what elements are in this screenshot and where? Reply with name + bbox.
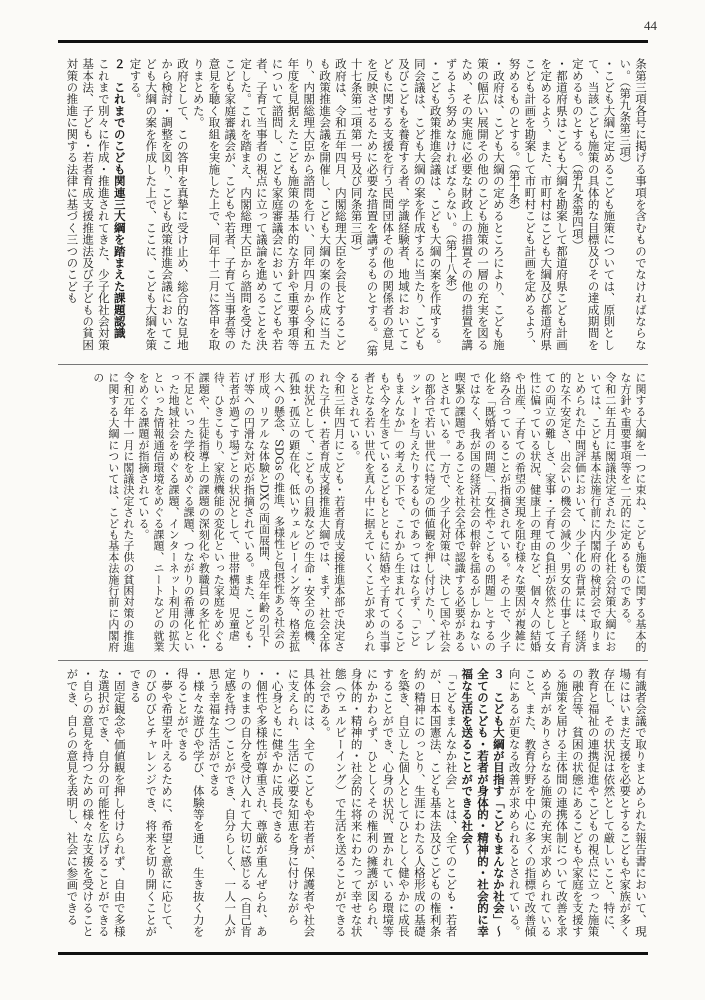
text-band-2 <box>58 372 648 654</box>
paragraph: これまで別々に作成・推進されてきた、少子化社会対策基本法、子ども・若者育成支援推進法及び子どもの貧困対策の推進に関する法律に基づく三つのこども <box>65 58 111 351</box>
paragraph: 令和二年五月に閣議決定された少子化社会対策大綱においては、こども基本法施行前に内閣府の検討会で取りまとめられた中間評価において、少子化の背景には、経済的な不安定さ、出会いの機会の減少、男女の仕事と子育ての両立の難しさ、家事・子育ての負担が依然として女性に偏っている状況、健康上の理由など、個々人の結婚や出産、子育ての希望の実現を阻む様々な要因が複雑に絡み合っていることが指摘されている。その上で、少子化を「既婚者の問題」、「女性やこどもの問題」とするのではなく、我が国の経済社会の根幹を揺るがしかねない喫緊の課題であることを社会全体で認識する必要があるとされている。一方で、少子化対策は、決して国や社会の都合で若い世代に特定の価値観を押し付けたり、プレッシャーを与えたりするものであってはならず、「こどもまんなか」の考えの下で、これから生まれてくるこどもや今を生きているこどもとともに結婚や子育ての当事者となる若い世代を真ん中に据えていくことが求められるとされている。 <box>347 372 617 653</box>
column-separator <box>58 364 648 365</box>
text-band-3 <box>58 668 648 948</box>
paragraph: 有識者会議で取りまとめられた報告書において、現場にはいまだ支援を必要とするこどもや家族が多く存在し、その状況は依然として厳しいこと、特に、教育と福祉の連携促進やこどもの視点に立った施策の融合等、貧困の状態にあるこどもや家庭を支援する施策を届ける主体間の連携体制について改善を求める声がありさらなる施策の充実が求められていること、また、教育分野を中心に多くの指標で改善傾向にあるが更なる改善が求められるとされている。 <box>507 668 648 938</box>
bullet-item: ・こども大綱に定めるこども施策については、原則として、当該こども施策の具体的な目標及びその達成期間を定めるものとする。（第九条第四項） <box>570 58 617 351</box>
paragraph: 政府として、この答申を真摯に受け止め、総合的な見地から検討・調整を図り、こども政策推進会議においてこども大綱の案を作成した上で、ここに、こども大綱を策定する。 <box>128 58 190 351</box>
paragraph: 政府は、令和五年四月、内閣総理大臣を会長とするこども政策推進会議を開催し、こども大綱の案の作成に当たり、内閣総理大臣から諮問を行い、同年四月から令和五年度を見据えたこども施策の基本的な方針や重要事項等について諮問し、こども家庭審議会においてこどもや若者、子育て当事者の視点に立って議論を進めることを決定した。これを踏まえ、内閣総理大臣から諮問を受けたこども家庭審議会が、こどもや若者、子育て当事者等の意見を聴く取組を実施した上で、同年十二月に答申を取りまとめた。 <box>191 58 348 351</box>
page-number: 44 <box>644 18 657 33</box>
column-separator <box>58 660 648 661</box>
section-heading: ２ これまでのこども関連三大綱を踏まえた課題認識 <box>112 58 127 339</box>
text-band-1 <box>58 58 648 358</box>
bullet-item: ・政府は、こども大綱の定めるところにより、こども施策の幅広い展開その他のこども施策の一層の充実を図るため、その実施に必要な財政上の措置その他の措置を講ずるよう努めなければならない。（第十八条） <box>444 58 506 351</box>
paragraph: に関する大綱を一つに束ね、こども施策に関する基本的な方針や重要事項等を一元的に定めるものである。 <box>618 372 647 652</box>
bullet-item: ・個性や多様性が尊重され、尊厳が重んぜられ、ありのままの自分を受け入れて大切に感じる（自己肯定感を持つ）ことができ、自分らしく、一人一人が思う幸福な生活ができる <box>207 668 269 938</box>
paragraph: 令和元年十一月に閣議決定された子供の貧困対策の推進に関する大綱については、こども基本法施行前に内閣府の <box>91 372 135 652</box>
bottom-rule <box>58 952 648 955</box>
paragraph: 条第三項各号に掲げる事項を含むものでなければならない。（第九条第三項） <box>618 58 648 351</box>
top-rule <box>58 40 648 43</box>
bullet-item: ・心身ともに健やかに成長できる <box>270 668 285 844</box>
bullet-item: ・夢や希望を叶えるために、希望と意欲に応じて、のびのびとチャレンジでき、将来を切り開くことができる <box>128 668 175 938</box>
section-heading: ３ こども大綱が目指す「こどもまんなか社会」〜全てのこども・若者が身体的・精神的・社会的に幸福な生活を送ることができる社会〜 <box>460 668 506 938</box>
bullet-item: ・こども政策推進会議は、こども大綱の案を作成する。同会議は、こども大綱の案を作成するに当たり、こども及びこどもを養育する者、学識経験者、地域においてこどもに関する支援を行う民間団体その他の関係者の意見を反映させるために必要な措置を講ずるものとする。（第十七条第二項第一号及び同条第三項） <box>349 58 443 357</box>
bullet-item: ・都道府県はこども大綱を勘案して都道府県こども計画を定めるよう、また、市町村はこども大綱及び都道府県こども計画を勘案して市町村こども計画を定めるよう、努めるものとする。（第十条） <box>507 58 570 351</box>
paragraph: 令和三年四月にこども・若者育成支援推進本部で決定された子供・若者育成支援推進大綱では、まず、社会全体の状況として、こどもの自殺などの生命・安全の危機、孤独・孤立の顕在化、低いウェルビーイング等、格差拡大への懸念、SDGsの推進、多様性と包摂性ある社会の形成、リアルな体験とDXの両面展開、成年年齢の引下げ等への円滑な対応が指摘されている。また、こども・若者が過ごす場ごとの状況として、世帯構造、児童虐待、ひきこもり、家族機能の変化といった家庭をめぐる課題や、生徒指導上の課題の深刻化や教職員の多忙化・不足といった学校をめぐる課題、つながりの希薄化といった地域社会をめぐる課題、インターネット利用の拡大といった情報通信環境をめぐる課題、ニートなどの就業をめぐる課題が指摘されている。 <box>136 372 346 652</box>
bullet-item: ・固定観念や価値観を押し付けられず、自由で多様な選択ができ、自分の可能性を広げることができる <box>96 668 127 938</box>
bullet-item: ・自らの意見を持つための様々な支援を受けることができ、自らの意見を表明し、社会に参画できる <box>65 668 96 938</box>
bullet-item: ・様々な遊びや学び、体験等を通じ、生き抜く力を得ることができる <box>175 668 206 938</box>
paragraph: 「こどもまんなか社会」とは、全てのこども・若者が、日本国憲法、こども基本法及びこどもの権利条約の精神にのっとり、生涯にわたる人格形成の基礎を築き、自立した個人としてひとしく健やかに成長することができ、心身の状況、置かれている環境等にかかわらず、ひとしくその権利の擁護が図られ、身体的・精神的・社会的に将来にわたって幸せな状態（ウェルビーイング）で生活を送ることができる社会である。 <box>318 668 459 938</box>
paragraph: 具体的には、全てのこどもや若者が、保護者や社会に支えられ、生活に必要な知恵を身に付けながら <box>286 668 317 938</box>
